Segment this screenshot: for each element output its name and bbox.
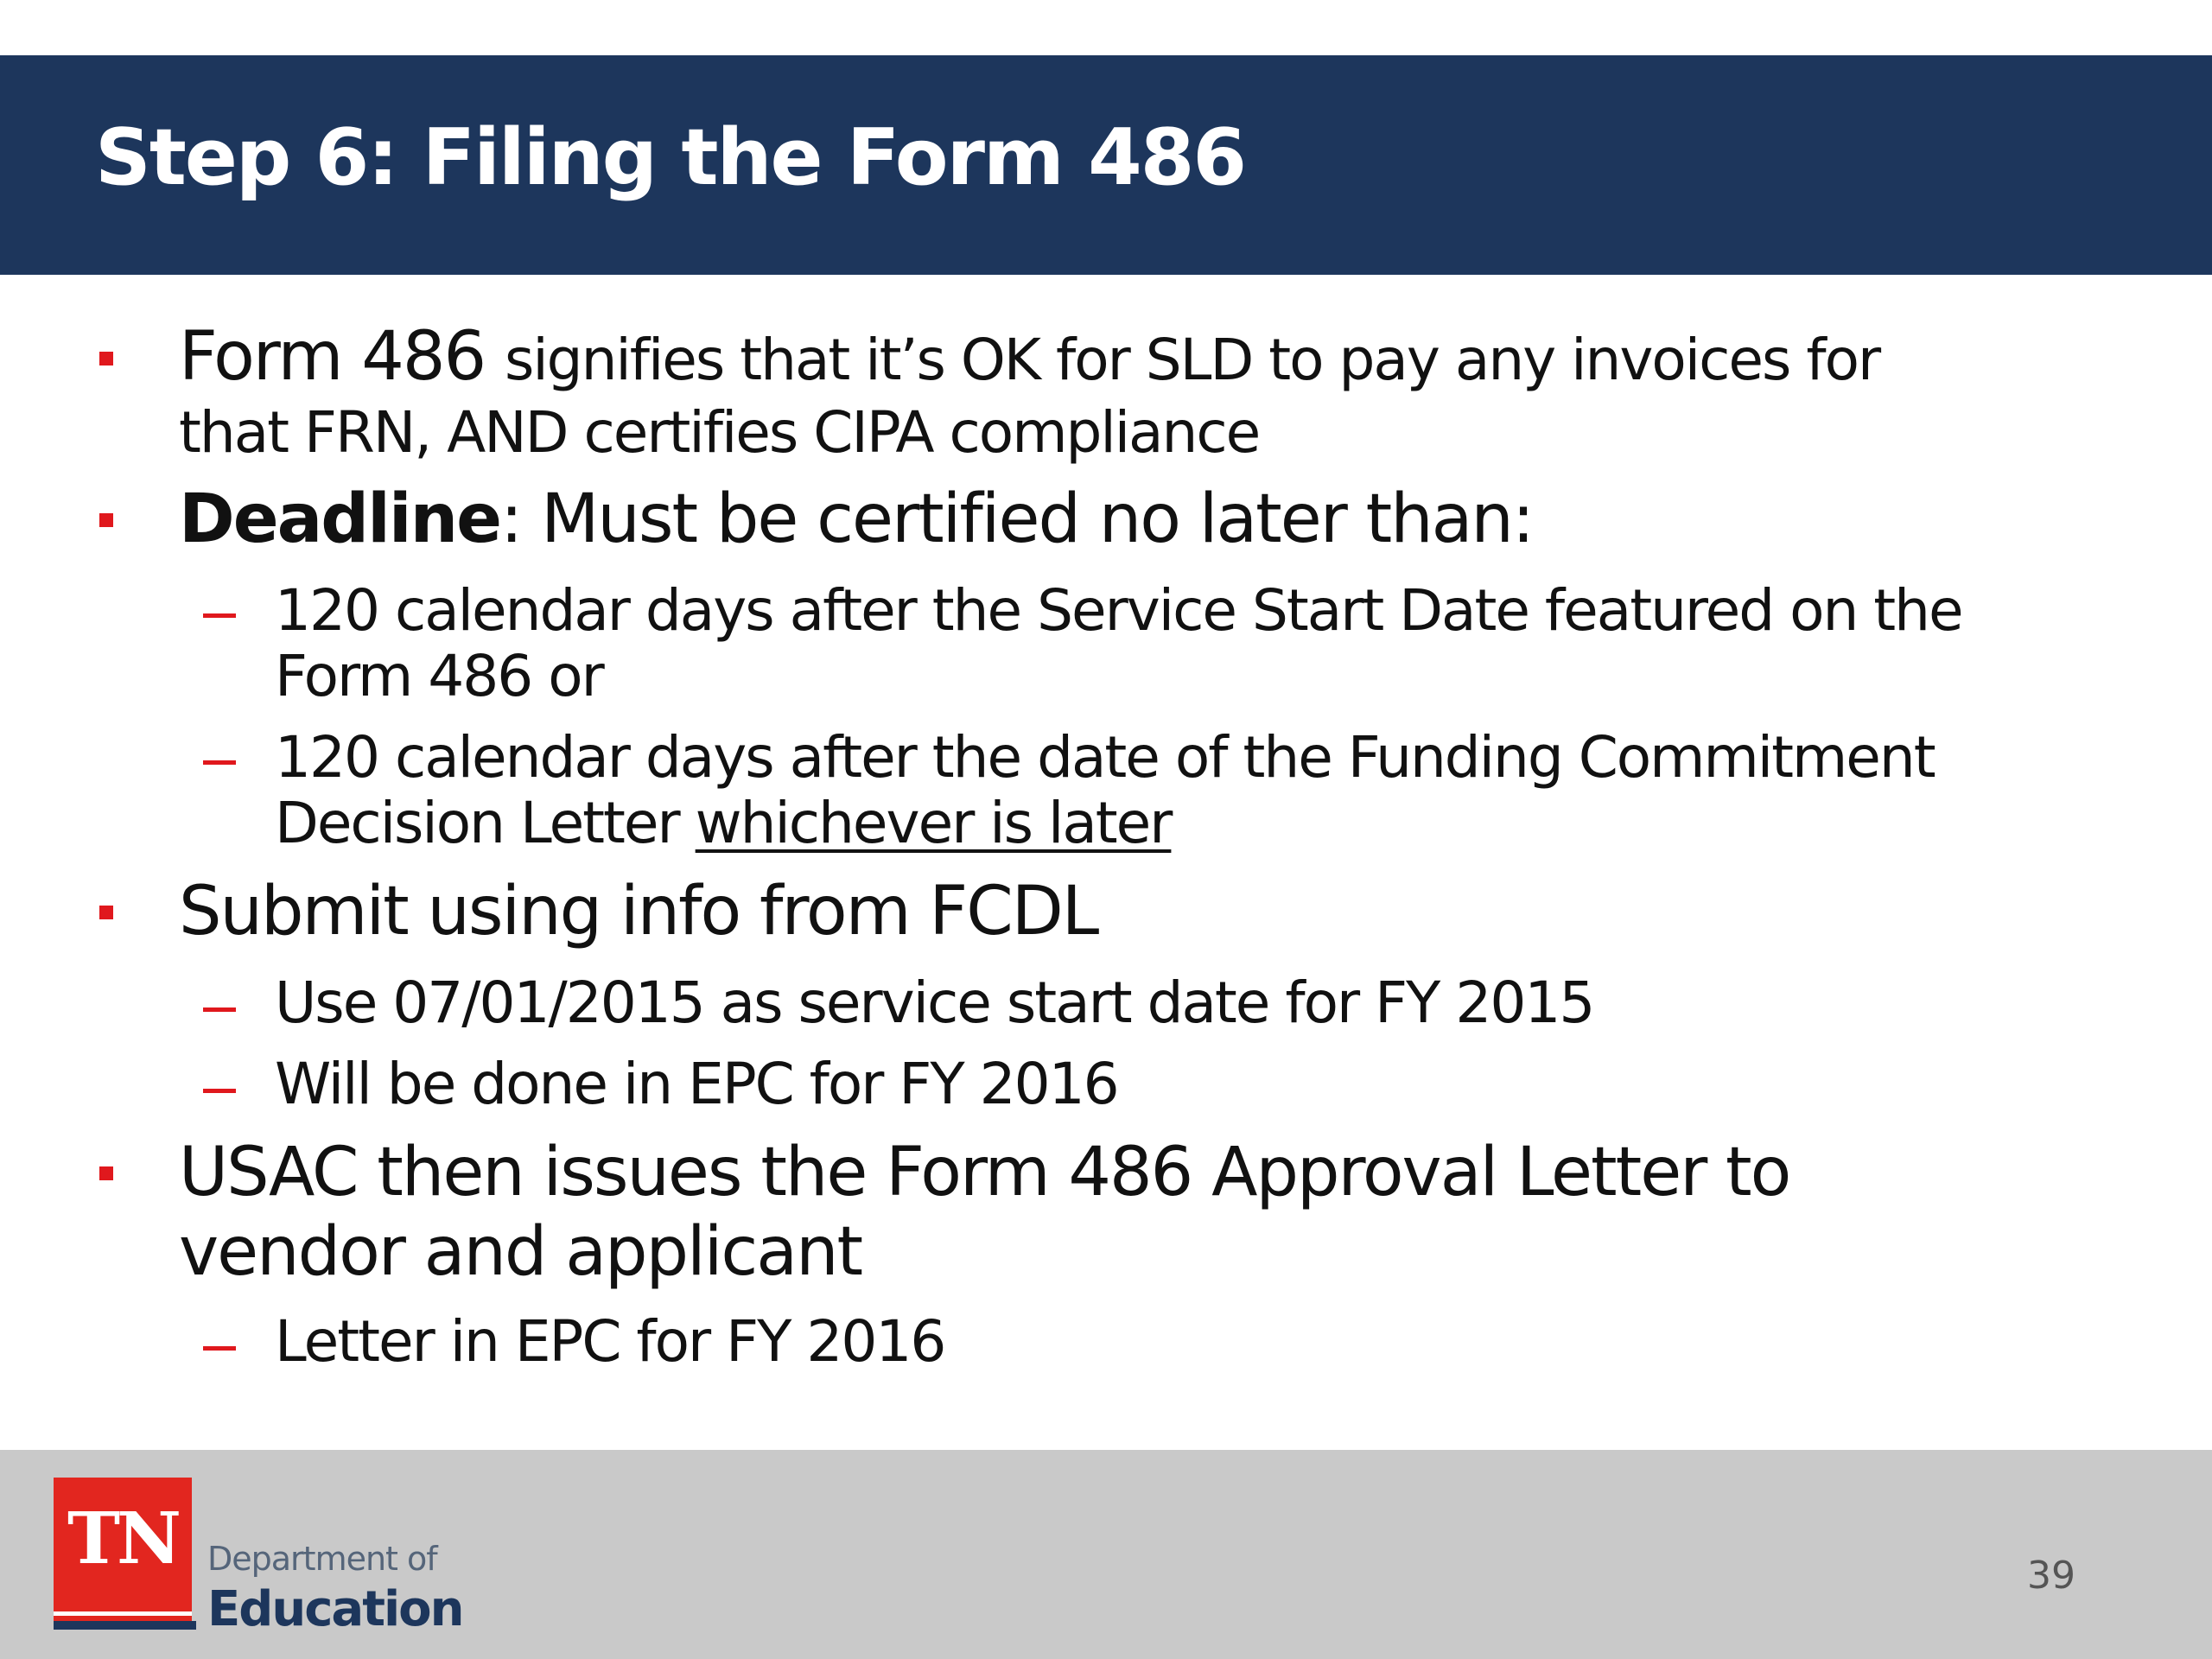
dash-marker	[203, 1007, 236, 1012]
sub-item-line	[275, 790, 1172, 856]
page-number: 39	[2027, 1554, 2075, 1598]
department-label: Department of	[207, 1540, 437, 1578]
bullet-4-line-1: USAC then issues the Form 486 Approval Letter to	[179, 1134, 1790, 1211]
dash-marker	[203, 760, 236, 765]
bullet-3-line: Submit using info from FCDL	[179, 873, 1098, 950]
whichever-is-later: whichever is later	[695, 790, 1172, 856]
bullet-marker	[99, 1166, 113, 1180]
bullet-1-rest: signifies that it’s OK for SLD to pay any invoices for	[504, 327, 1880, 393]
logo-stripe	[54, 1611, 192, 1616]
sub-item-line: Use 07/01/2015 as service start date for FY 2015	[275, 969, 1594, 1036]
sub-item-line: Form 486 or	[275, 643, 603, 709]
tn-logo-text: TN	[67, 1497, 178, 1580]
bullet-1-line-1	[179, 318, 1880, 396]
bullet-marker	[99, 906, 113, 919]
dash-marker	[203, 1346, 236, 1351]
sub-item-line: Letter in EPC for FY 2016	[275, 1308, 945, 1375]
sub-item-line: Will be done in EPC for FY 2016	[275, 1051, 1118, 1117]
bullet-marker	[99, 352, 113, 365]
bullet-1-line-2: that FRN, AND certifies CIPA compliance	[179, 399, 1260, 466]
dash-marker	[203, 1089, 236, 1093]
education-label: Education	[207, 1581, 463, 1637]
bullet-4-line-2: vendor and applicant	[179, 1213, 862, 1291]
logo-stripe	[54, 1621, 196, 1630]
bullet-marker	[99, 513, 113, 527]
sub-item-line: 120 calendar days after the Service Start Date featured on the	[275, 577, 1962, 644]
bullet-2-line	[179, 480, 1534, 558]
bullet-1-lead: Form 486	[179, 318, 505, 396]
sub-item-lead: Decision Letter	[275, 790, 696, 856]
sub-item-line: 120 calendar days after the date of the Funding Commitment	[275, 724, 1935, 791]
deadline-label: Deadline	[179, 480, 501, 558]
dash-marker	[203, 613, 236, 618]
deadline-text: : Must be certified no later than:	[500, 480, 1534, 558]
slide-title: Step 6: Filing the Form 486	[95, 112, 1245, 203]
